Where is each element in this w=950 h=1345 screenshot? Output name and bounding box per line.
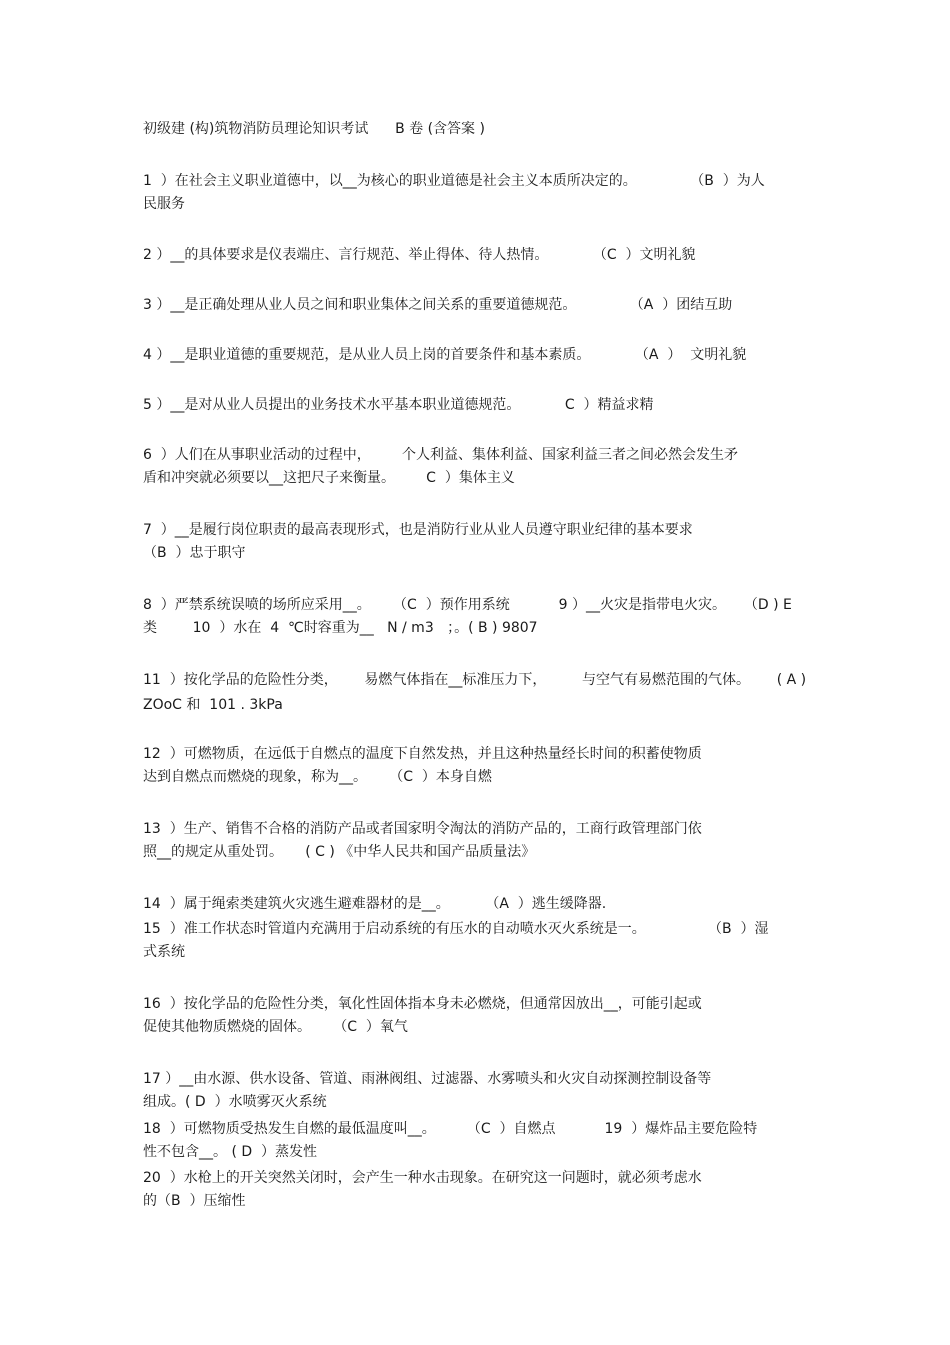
question-line: 式系统 — [143, 944, 185, 960]
question-line: 民服务 — [143, 196, 185, 212]
question-line: 6 ）人们在从事职业活动的过程中， 个人利益、集体利益、国家利益三者之间必然会发生矛 — [143, 447, 738, 463]
question-line: 的（B ）压缩性 — [143, 1193, 246, 1209]
question-line: 性不包含__。 ( D ）蒸发性 — [143, 1144, 318, 1160]
question-line: 14 ）属于绳索类建筑火灾逃生避难器材的是__。 （A ）逃生缓降器. — [143, 896, 607, 912]
question-line: （B ）忠于职守 — [143, 545, 246, 561]
question-line: 13 ）生产、销售不合格的消防产品或者国家明令淘汰的消防产品的，工商行政管理部门依 — [143, 821, 702, 837]
question-line: 类 10 ）水在 4 ℃时容重为__ N / m3 ；。( B ) 9807 — [143, 620, 538, 636]
question-line: 16 ）按化学品的危险性分类，氧化性固体指本身未必燃烧，但通常因放出__，可能引起或 — [143, 996, 702, 1012]
question-line: 4 ）__是职业道德的重要规范，是从业人员上岗的首要条件和基本素质。 （A ） 文明礼貌 — [143, 347, 747, 363]
question-line: 20 ）水枪上的开关突然关闭时，会产生一种水击现象。在研究这一问题时，就必须考虑水 — [143, 1170, 702, 1186]
question-line: 5 ）__是对从业人员提出的业务技术水平基本职业道德规范。 C ）精益求精 — [143, 397, 654, 413]
question-line: 15 ）准工作状态时管道内充满用于启动系统的有压水的自动喷水灭火系统是一。 （B ）湿 — [143, 921, 769, 937]
question-line: 3 ）__是正确处理从业人员之间和职业集体之间关系的重要道德规范。 （A ）团结互助 — [143, 297, 733, 313]
document-title: 初级建 (构)筑物消防员理论知识考试 B 卷 (含答案 ) — [143, 121, 485, 137]
question-line: 组成。( D ）水喷雾灭火系统 — [143, 1094, 327, 1110]
question-line: ZOoC 和 101 . 3kPa — [143, 697, 283, 713]
question-line: 7 ）__是履行岗位职责的最高表现形式，也是消防行业从业人员遵守职业纪律的基本要求 — [143, 522, 693, 538]
question-line: 18 ）可燃物质受热发生自燃的最低温度叫__。 （C ）自燃点 19 ）爆炸品主要危险特 — [143, 1121, 758, 1137]
question-line: 8 ）严禁系统误喷的场所应采用__。 （C ）预作用系统 9 ）__火灾是指带电火灾。 （D ) E — [143, 597, 792, 613]
question-line: 12 ）可燃物质，在远低于自燃点的温度下自然发热，并且这种热量经长时间的积蓄使物质 — [143, 746, 702, 762]
question-line: 11 ）按化学品的危险性分类， 易燃气体指在__标准压力下， 与空气有易燃范围的气体。 ( A ) — [143, 672, 807, 688]
question-line: 照__的规定从重处罚。 ( C ) 《中华人民共和国产品质量法》 — [143, 844, 536, 860]
question-line: 盾和冲突就必须要以__这把尺子来衡量。 C ）集体主义 — [143, 470, 515, 486]
question-line: 17 ）__由水源、供水设备、管道、雨淋阀组、过滤器、水雾喷头和火灾自动探测控制设备等 — [143, 1071, 712, 1087]
question-line: 达到自燃点而燃烧的现象，称为__。 （C ）本身自燃 — [143, 769, 492, 785]
question-line: 2 ）__的具体要求是仪表端庄、言行规范、举止得体、待人热情。 （C ）文明礼貌 — [143, 247, 696, 263]
question-line: 促使其他物质燃烧的固体。 （C ）氧气 — [143, 1019, 408, 1035]
question-line: 1 ）在社会主义职业道德中，以__为核心的职业道德是社会主义本质所决定的。 （B ）为人 — [143, 173, 765, 189]
